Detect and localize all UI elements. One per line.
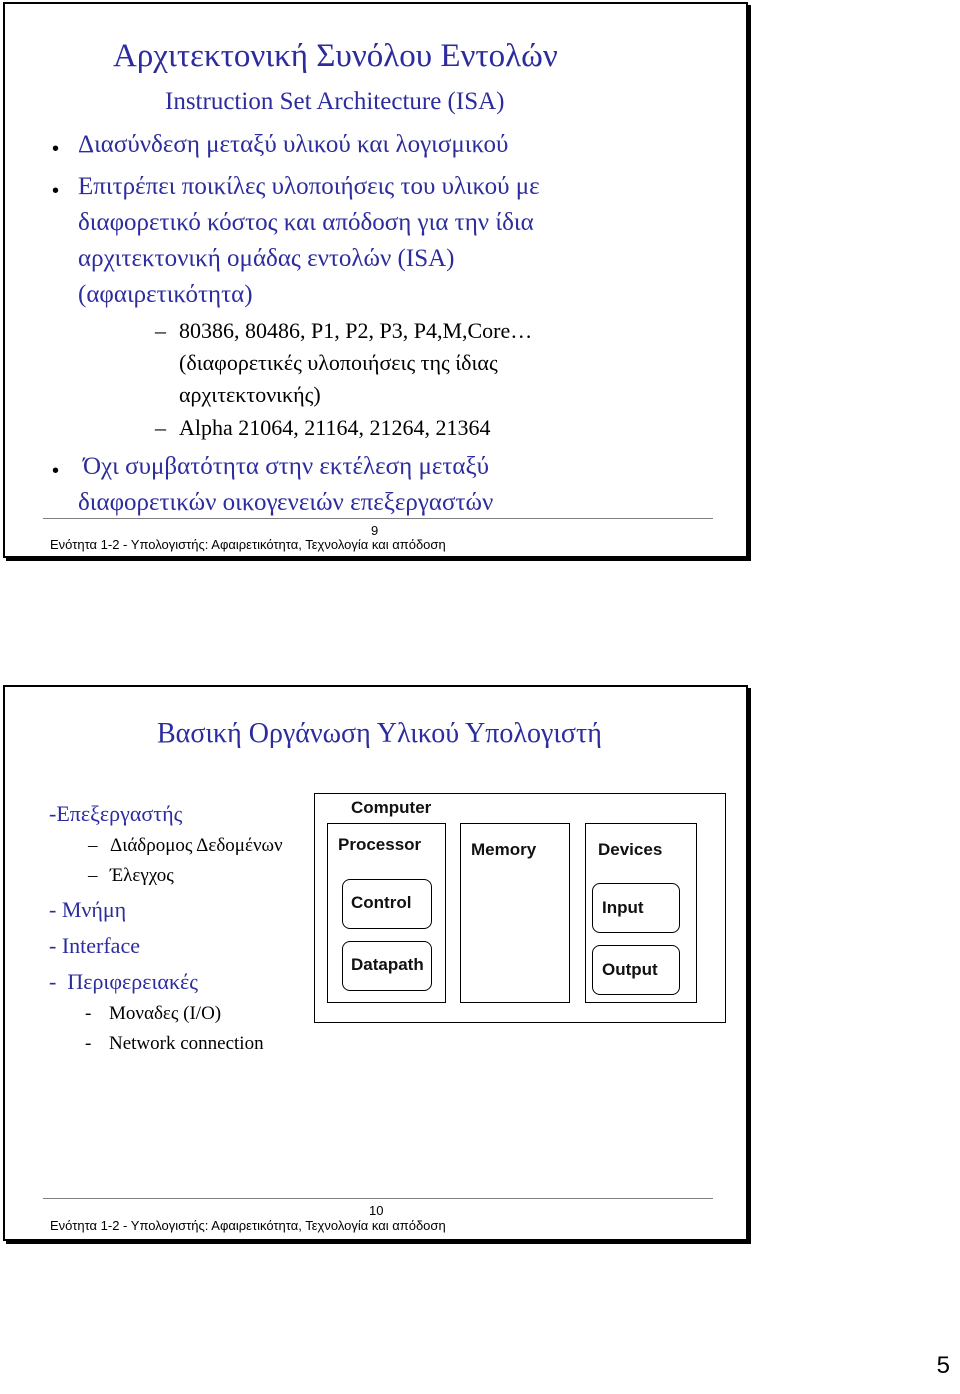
bullet-text: Όχι συμβατότητα στην εκτέλεση μεταξύ [83,453,490,480]
footer-divider [43,1198,713,1199]
slide-footer: Ενότητα 1-2 - Υπολογιστής: Αφαιρετικότητα, Τεχνολογία και απόδοση [50,537,446,552]
list-dash: – [88,865,98,886]
list-item-interface: - Interface [49,933,140,958]
computer-label: Computer [351,798,432,817]
list-dash: – [88,835,98,856]
footer-divider [43,518,713,519]
output-label: Output [602,960,658,979]
list-dash: - [85,1003,92,1024]
list-item-memory: - Μνήμη [49,897,127,922]
document-page-number: 5 [936,1352,950,1379]
bullet-text: Επιτρέπει ποικίλες υλοποιήσεις του υλικού με [78,173,540,200]
slide-subtitle: Instruction Set Architecture (ISA) [165,88,505,115]
processor-label: Processor [338,835,422,854]
list-item-control: Έλεγχος [110,865,174,886]
slide-10 [3,685,748,1241]
bullet-text: διαφορετικών οικογενειών επεξεργαστών [78,489,494,516]
subbullet-text: 80386, 80486, P1, P2, P3, P4,M,Core… [179,318,533,343]
bullet-marker: • [52,460,60,482]
slide-footer: Ενότητα 1-2 - Υπολογιστής: Αφαιρετικότητα, Τεχνολογία και απόδοση [50,1218,446,1233]
subbullet-dash: – [155,415,166,440]
list-item-processor: -Επεξεργαστής [49,801,183,826]
subbullet-text: αρχιτεκτονικής) [179,382,321,407]
list-dash: - [85,1033,92,1054]
datapath-label: Datapath [351,955,424,974]
bullet-text: διαφορετικό κόστος και απόδοση για την ίδια [78,209,534,236]
memory-label: Memory [471,840,537,859]
subbullet-text: Alpha 21064, 21164, 21264, 21364 [179,415,491,440]
control-label: Control [351,893,412,912]
input-label: Input [602,898,644,917]
bullet-text: αρχιτεκτονική ομάδας εντολών (ISA) [78,245,455,272]
list-item-io: Μοναδες (I/O) [109,1003,222,1024]
slide-title: Βασική Οργάνωση Υλικού Υπολογιστή [157,718,602,749]
bullet-text: (αφαιρετικότητα) [78,281,253,308]
slide-title: Αρχιτεκτονική Συνόλου Εντολών [113,38,558,74]
list-item-datapath: Διάδρομος Δεδομένων [110,835,283,856]
slide-page-number: 10 [369,1203,384,1218]
bullet-marker: • [52,138,60,160]
list-item-network: Network connection [109,1033,264,1054]
devices-label: Devices [598,840,663,859]
subbullet-dash: – [155,318,166,343]
bullet-marker: • [52,180,60,202]
subbullet-text: (διαφορετικές υλοποιήσεις της ίδιας [179,350,498,375]
slide-page-number: 9 [371,523,379,538]
slide-9 [3,2,748,558]
list-item-peripherals: - Περιφερειακές [49,969,198,994]
bullet-text: Διασύνδεση μεταξύ υλικού και λογισμικού [78,131,509,158]
